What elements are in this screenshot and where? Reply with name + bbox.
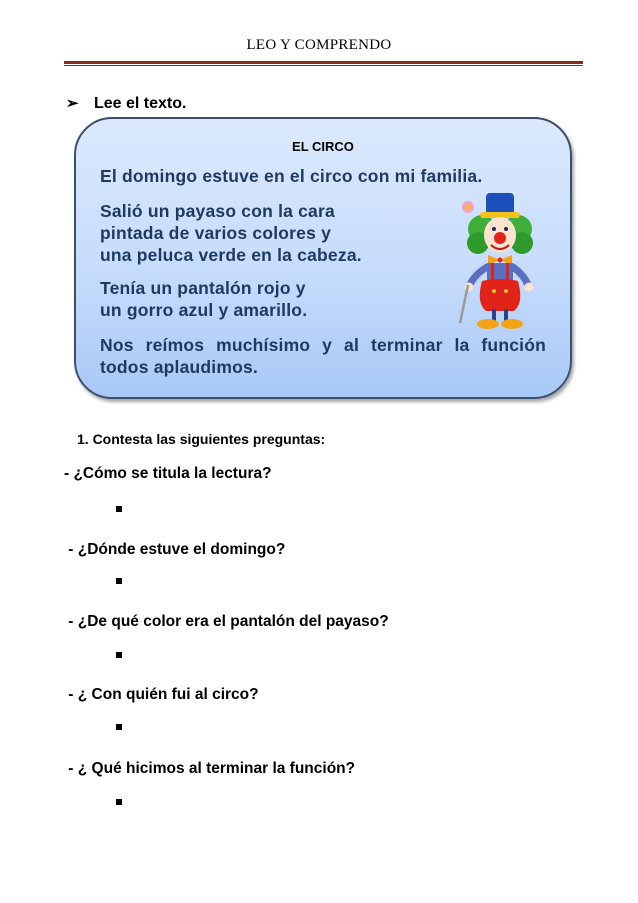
header-rule-thin [64, 65, 583, 66]
clown-hat-icon [486, 193, 514, 215]
story-line: todos aplaudimos. [100, 357, 258, 377]
answer-bullet-icon [116, 506, 122, 512]
answer-bullet-icon [116, 652, 122, 658]
answer-bullet-icon [116, 724, 122, 730]
question-4: - ¿ Con quién fui al circo? [64, 686, 259, 703]
story-line: El domingo estuve en el circo con mi familia. [100, 166, 483, 186]
header-rule-thick [64, 61, 583, 64]
story-title: EL CIRCO [292, 139, 354, 154]
task-heading: 1. Contesta las siguientes preguntas: [77, 431, 326, 447]
arrow-bullet-icon: ➢ [66, 95, 79, 112]
story-line: un gorro azul y amarillo. [100, 300, 308, 320]
story-line: una peluca verde en la cabeza. [100, 245, 362, 265]
cane-icon [460, 285, 468, 323]
question-1: - ¿Cómo se titula la lectura? [64, 465, 272, 482]
question-2: - ¿Dónde estuve el domingo? [64, 541, 286, 558]
question-3: - ¿De qué color era el pantalón del payaso? [64, 613, 389, 630]
answer-bullet-icon [116, 799, 122, 805]
instruction [66, 94, 186, 113]
page-header-title: LEO Y COMPRENDO [246, 37, 392, 53]
answer-bullet-icon [116, 578, 122, 584]
clown-nose-icon [494, 232, 506, 244]
question-5: - ¿ Qué hicimos al terminar la función? [64, 760, 356, 777]
clown-illustration [454, 187, 546, 331]
clown-pants-icon [480, 279, 521, 311]
story-box [74, 117, 572, 399]
clown-shoe-icon [477, 319, 499, 329]
story-line: Nos reímos muchísimo y al terminar la función [100, 335, 546, 355]
instruction-text: Lee el texto. [94, 95, 187, 112]
story-line: pintada de varios colores y [100, 223, 332, 243]
story-line: Tenía un pantalón rojo y [100, 278, 306, 298]
story-line: Salió un payaso con la cara [100, 201, 335, 221]
